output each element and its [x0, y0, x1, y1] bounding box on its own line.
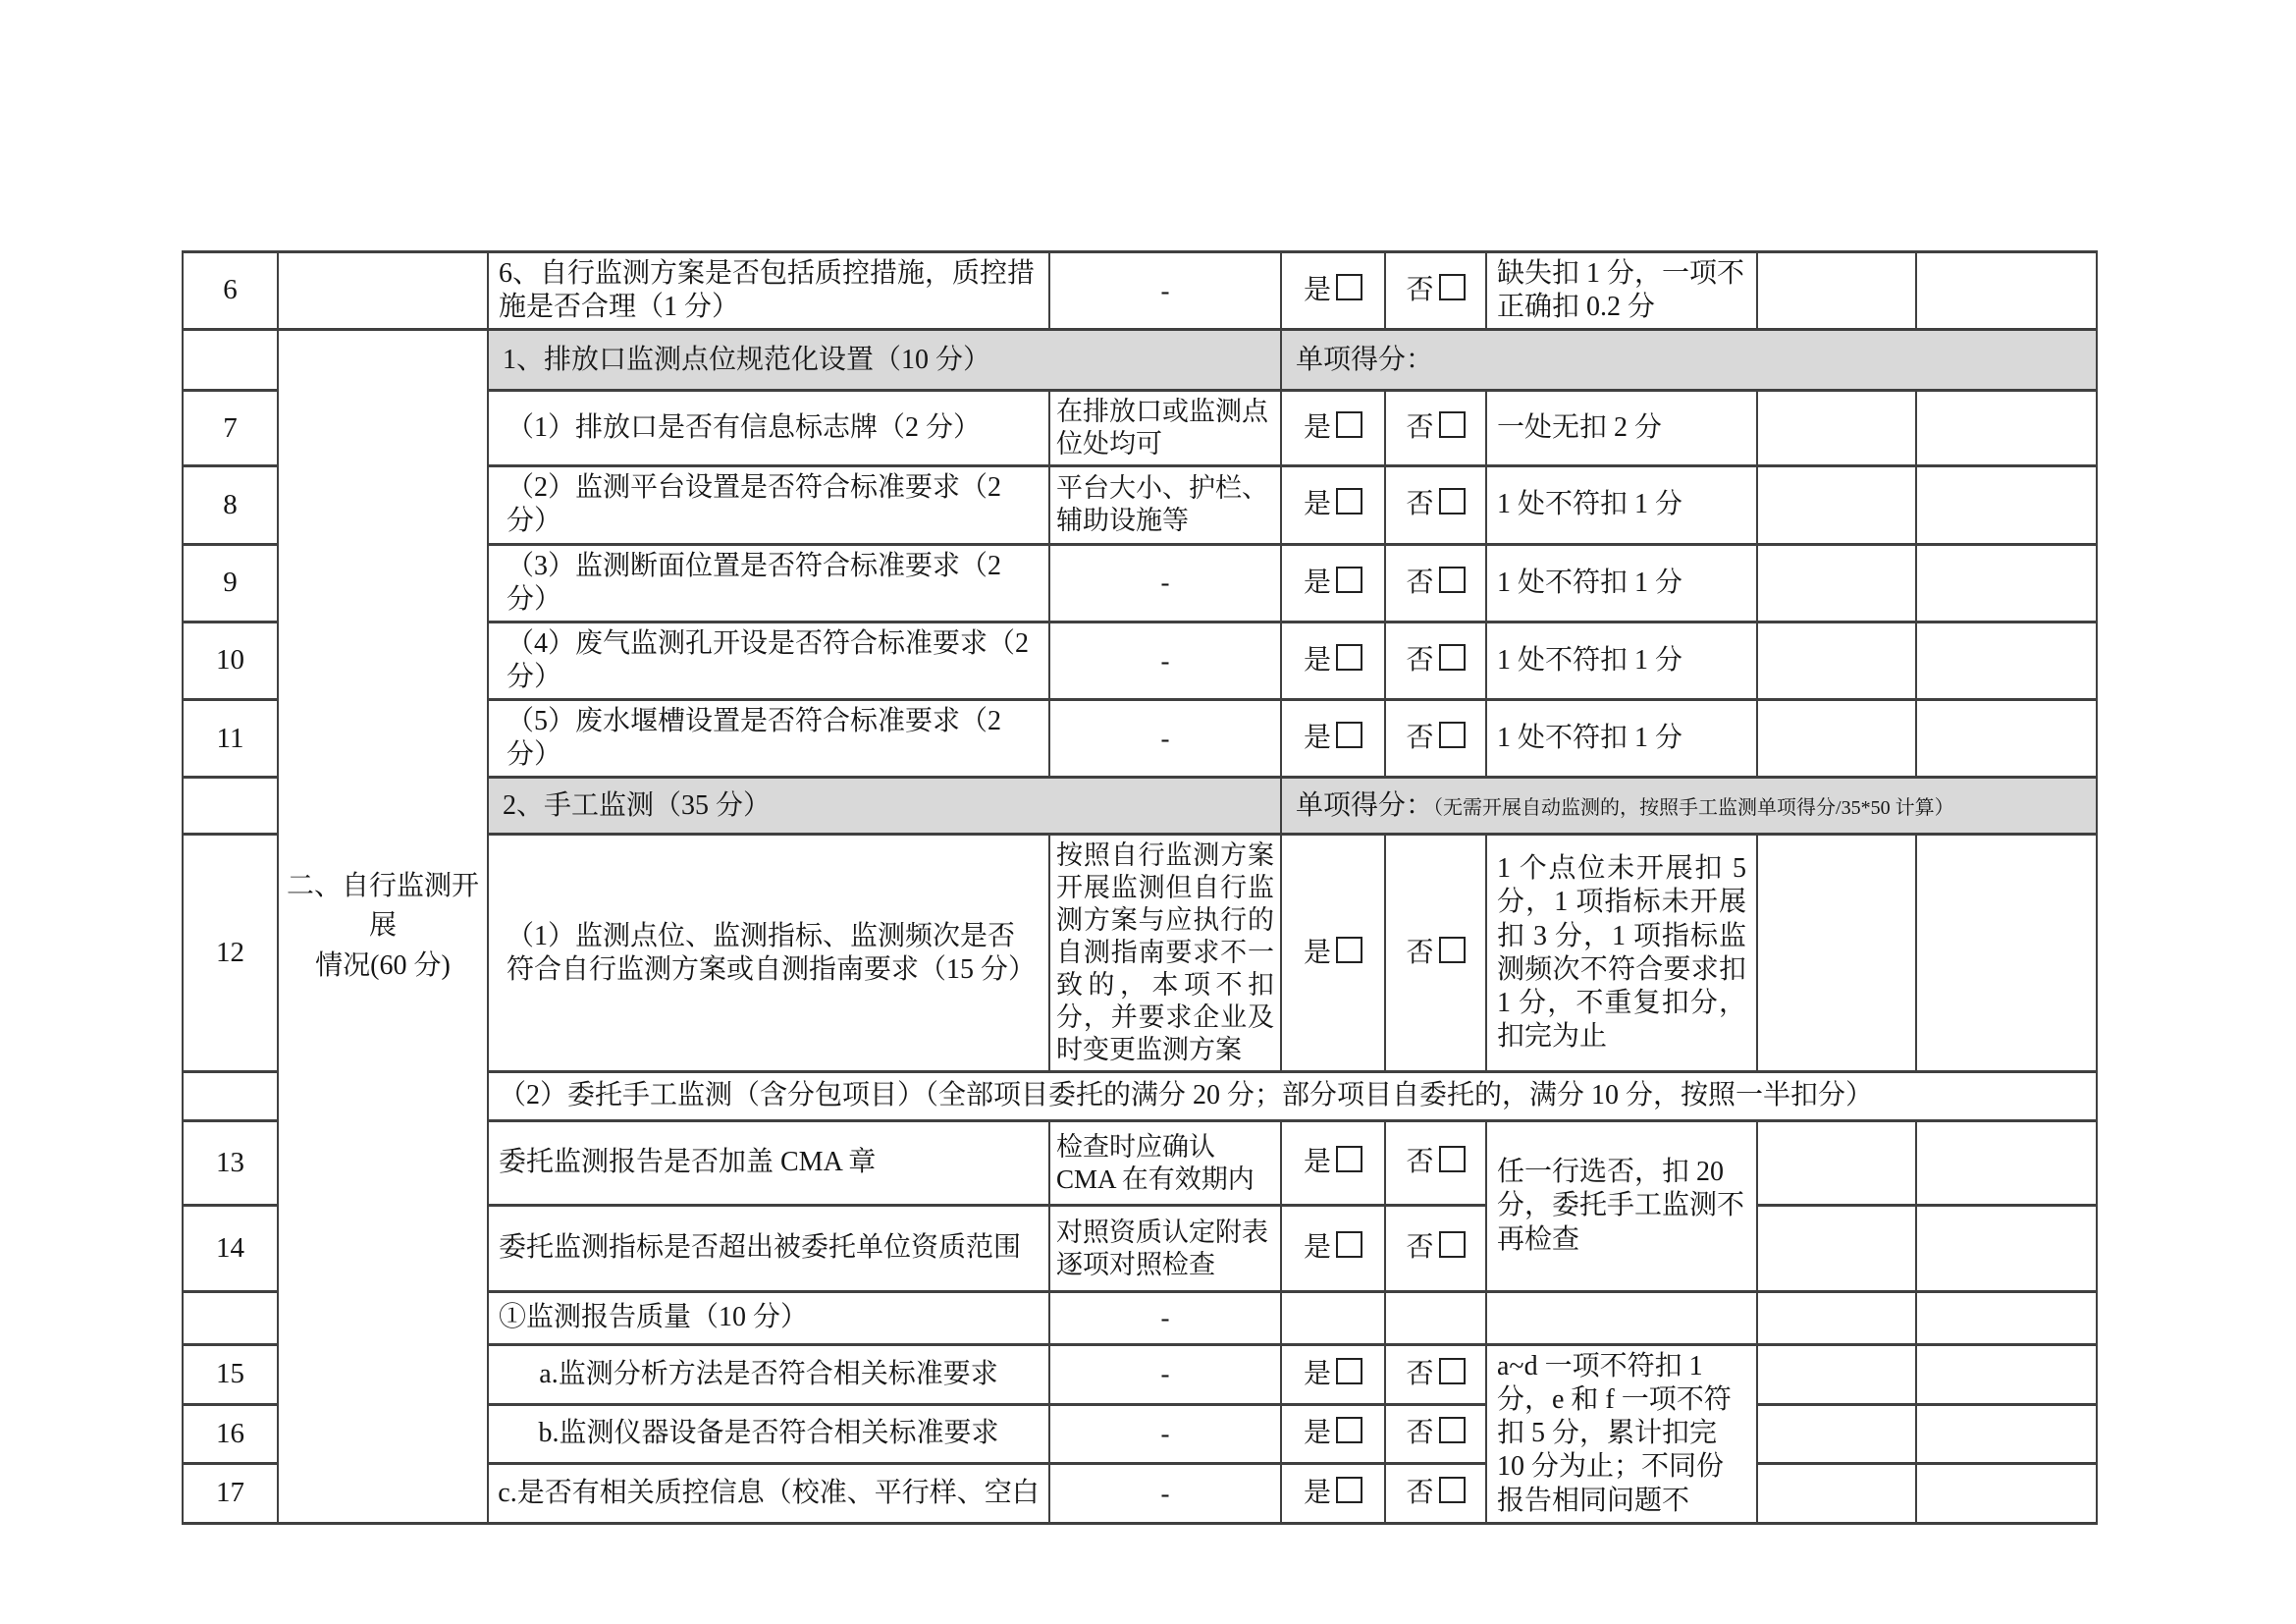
row-number — [183, 1072, 278, 1121]
checkbox-icon[interactable] — [1439, 488, 1466, 514]
no-option — [1385, 391, 1486, 466]
yes-option — [1281, 466, 1385, 544]
deduction-rule: 1 处不符扣 1 分 — [1486, 466, 1757, 544]
item-text: b.监测仪器设备是否符合相关标准要求 — [488, 1404, 1049, 1464]
note-text: - — [1049, 622, 1281, 699]
no-label: 否 — [1406, 723, 1434, 754]
checkbox-icon[interactable] — [1336, 567, 1362, 593]
yes-label: 是 — [1303, 1147, 1331, 1178]
checkbox-icon[interactable] — [1439, 722, 1466, 748]
row-number: 11 — [183, 700, 278, 778]
item-text: a.监测分析方法是否符合相关标准要求 — [488, 1345, 1049, 1405]
deduction-rule: 1 处不符扣 1 分 — [1486, 622, 1757, 699]
remark-cell — [1916, 700, 2097, 778]
no-option — [1385, 252, 1486, 330]
row-number: 15 — [183, 1345, 278, 1405]
no-option — [1385, 622, 1486, 699]
note-text: - — [1049, 1404, 1281, 1464]
checkbox-icon[interactable] — [1336, 1477, 1362, 1503]
no-option — [1385, 835, 1486, 1072]
assessment-table — [182, 250, 2098, 1525]
score-cell — [1757, 700, 1916, 778]
no-label: 否 — [1406, 489, 1434, 520]
score-cell — [1757, 1121, 1916, 1206]
row-number: 16 — [183, 1404, 278, 1464]
remark-cell — [1916, 544, 2097, 622]
score-cell — [1757, 466, 1916, 544]
remark-cell — [1916, 1404, 2097, 1464]
checkbox-icon[interactable] — [1439, 1231, 1466, 1258]
item-text: （1）排放口是否有信息标志牌（2 分） — [488, 391, 1049, 466]
checkbox-icon[interactable] — [1336, 1417, 1362, 1443]
checkbox-icon[interactable] — [1336, 1231, 1362, 1258]
remark-cell — [1916, 252, 2097, 330]
no-option — [1385, 1121, 1486, 1206]
score-label: 单项得分： — [1296, 789, 1434, 821]
category-cell-empty — [278, 252, 488, 330]
yes-label: 是 — [1303, 723, 1331, 754]
section-score-header — [1281, 778, 2097, 835]
yes-label: 是 — [1303, 1232, 1331, 1264]
category-line1: 二、自行监测开展 — [287, 870, 480, 942]
checkbox-icon[interactable] — [1336, 722, 1362, 748]
yes-label: 是 — [1303, 1477, 1331, 1508]
yes-option — [1281, 1404, 1385, 1464]
item-text: （4）废气监测孔开设是否符合标准要求（2 分） — [488, 622, 1049, 699]
note-text: - — [1049, 252, 1281, 330]
score-cell — [1757, 544, 1916, 622]
note-text: - — [1049, 1345, 1281, 1405]
score-cell — [1757, 1206, 1916, 1292]
yes-label: 是 — [1303, 275, 1331, 306]
no-label: 否 — [1406, 1358, 1434, 1389]
score-cell — [1757, 1464, 1916, 1524]
deduction-rule: 1 处不符扣 1 分 — [1486, 544, 1757, 622]
score-cell — [1757, 622, 1916, 699]
remark-cell — [1916, 622, 2097, 699]
checkbox-icon[interactable] — [1336, 274, 1362, 300]
checkbox-icon[interactable] — [1336, 1358, 1362, 1384]
section-row — [183, 330, 2097, 391]
deduction-rule: 一处无扣 2 分 — [1486, 391, 1757, 466]
yes-option — [1281, 391, 1385, 466]
row-number: 10 — [183, 622, 278, 699]
no-label: 否 — [1406, 1477, 1434, 1508]
yes-option — [1281, 1464, 1385, 1524]
section-score-header: 单项得分： — [1281, 330, 2097, 391]
checkbox-icon[interactable] — [1336, 488, 1362, 514]
deduction-rule: a~d 一项不符扣 1 分，e 和 f 一项不符扣 5 分，累计扣完 10 分为止；不同份报告相同问题不 — [1486, 1345, 1757, 1524]
note-text: - — [1049, 1292, 1281, 1345]
subsection-header: ①监测报告质量（10 分） — [488, 1292, 1049, 1345]
remark-cell — [1916, 835, 2097, 1072]
score-cell — [1757, 835, 1916, 1072]
section-header: 2、手工监测（35 分） — [488, 778, 1281, 835]
no-option — [1385, 700, 1486, 778]
no-label: 否 — [1406, 412, 1434, 444]
row-number — [183, 778, 278, 835]
no-option — [1385, 1404, 1486, 1464]
no-option — [1385, 1292, 1486, 1345]
yes-option — [1281, 1206, 1385, 1292]
no-label: 否 — [1406, 1147, 1434, 1178]
checkbox-icon[interactable] — [1439, 1146, 1466, 1172]
row-number — [183, 330, 278, 391]
yes-option — [1281, 1292, 1385, 1345]
score-cell — [1757, 1345, 1916, 1405]
yes-option — [1281, 544, 1385, 622]
no-option — [1385, 1206, 1486, 1292]
no-label: 否 — [1406, 1418, 1434, 1449]
no-option — [1385, 544, 1486, 622]
checkbox-icon[interactable] — [1336, 1146, 1362, 1172]
row-number: 7 — [183, 391, 278, 466]
yes-option — [1281, 1121, 1385, 1206]
row-number: 9 — [183, 544, 278, 622]
item-text: （3）监测断面位置是否符合标准要求（2 分） — [488, 544, 1049, 622]
section-header: 1、排放口监测点位规范化设置（10 分） — [488, 330, 1281, 391]
item-text: 6、自行监测方案是否包括质控措施，质控措施是否合理（1 分） — [488, 252, 1049, 330]
yes-option — [1281, 1345, 1385, 1405]
no-label: 否 — [1406, 644, 1434, 676]
deduction-rule: 1 处不符扣 1 分 — [1486, 700, 1757, 778]
remark-cell — [1916, 1464, 2097, 1524]
checkbox-icon[interactable] — [1439, 1358, 1466, 1384]
yes-label: 是 — [1303, 1418, 1331, 1449]
deduction-rule: 1 个点位未开展扣 5 分，1 项指标未开展扣 3 分，1 项指标监测频次不符合要求扣 1 分，不重复扣分，扣完为止 — [1486, 835, 1757, 1072]
row-number: 8 — [183, 466, 278, 544]
subsection-header: （2）委托手工监测（含分包项目）（全部项目委托的满分 20 分；部分项目自委托的，满分 10 分，按照一半扣分） — [488, 1072, 2097, 1121]
note-text: 在排放口或监测点位处均可 — [1049, 391, 1281, 466]
no-option — [1385, 1464, 1486, 1524]
checkbox-icon[interactable] — [1439, 937, 1466, 963]
yes-option — [1281, 835, 1385, 1072]
no-label: 否 — [1406, 937, 1434, 968]
yes-label: 是 — [1303, 412, 1331, 444]
remark-cell — [1916, 1345, 2097, 1405]
score-note: （无需开展自动监测的，按照手工监测单项得分/35*50 计算） — [1433, 796, 1954, 819]
checkbox-icon[interactable] — [1439, 1417, 1466, 1443]
no-label: 否 — [1406, 1232, 1434, 1264]
remark-cell — [1916, 1121, 2097, 1206]
yes-label: 是 — [1303, 937, 1331, 968]
remark-cell — [1916, 1206, 2097, 1292]
category-cell — [278, 330, 488, 1523]
score-cell — [1757, 1404, 1916, 1464]
score-cell — [1757, 391, 1916, 466]
checkbox-icon[interactable] — [1336, 644, 1362, 671]
item-text: （5）废水堰槽设置是否符合标准要求（2 分） — [488, 700, 1049, 778]
note-text: 按照自行监测方案开展监测但自行监测方案与应执行的自测指南要求不一致的，本项不扣分，并要求企业及时变更监测方案 — [1049, 835, 1281, 1072]
checkbox-icon[interactable] — [1439, 274, 1466, 300]
row-number: 17 — [183, 1464, 278, 1524]
checkbox-icon[interactable] — [1336, 411, 1362, 438]
score-cell — [1757, 252, 1916, 330]
yes-option — [1281, 252, 1385, 330]
row-number — [183, 1292, 278, 1345]
no-label: 否 — [1406, 275, 1434, 306]
remark-cell — [1916, 391, 2097, 466]
yes-option — [1281, 622, 1385, 699]
deduction-rule — [1486, 1292, 1757, 1345]
no-option — [1385, 1345, 1486, 1405]
note-text: - — [1049, 1464, 1281, 1524]
item-text: 委托监测指标是否超出被委托单位资质范围 — [488, 1206, 1049, 1292]
table-row — [183, 252, 2097, 330]
yes-label: 是 — [1303, 1358, 1331, 1389]
row-number: 14 — [183, 1206, 278, 1292]
yes-label: 是 — [1303, 644, 1331, 676]
item-text: 委托监测报告是否加盖 CMA 章 — [488, 1121, 1049, 1206]
row-number: 6 — [183, 252, 278, 330]
yes-label: 是 — [1303, 489, 1331, 520]
score-cell — [1757, 1292, 1916, 1345]
checkbox-icon[interactable] — [1439, 411, 1466, 438]
row-number: 12 — [183, 835, 278, 1072]
note-text: - — [1049, 700, 1281, 778]
deduction-rule: 任一行选否，扣 20 分，委托手工监测不再检查 — [1486, 1121, 1757, 1292]
note-text: 检查时应确认 CMA 在有效期内 — [1049, 1121, 1281, 1206]
note-text: 对照资质认定附表逐项对照检查 — [1049, 1206, 1281, 1292]
item-text: （1）监测点位、监测指标、监测频次是否符合自行监测方案或自测指南要求（15 分） — [488, 835, 1049, 1072]
deduction-rule: 缺失扣 1 分，一项不正确扣 0.2 分 — [1486, 252, 1757, 330]
category-line2: 情况(60 分) — [315, 949, 451, 981]
row-number: 13 — [183, 1121, 278, 1206]
yes-option — [1281, 700, 1385, 778]
note-text: - — [1049, 544, 1281, 622]
checkbox-icon[interactable] — [1439, 644, 1466, 671]
note-text: 平台大小、护栏、辅助设施等 — [1049, 466, 1281, 544]
no-option — [1385, 466, 1486, 544]
item-text: （2）监测平台设置是否符合标准要求（2 分） — [488, 466, 1049, 544]
item-text: c.是否有相关质控信息（校准、平行样、空白 — [488, 1464, 1049, 1524]
remark-cell — [1916, 1292, 2097, 1345]
yes-label: 是 — [1303, 567, 1331, 598]
no-label: 否 — [1406, 567, 1434, 598]
checkbox-icon[interactable] — [1439, 1477, 1466, 1503]
checkbox-icon[interactable] — [1439, 567, 1466, 593]
checkbox-icon[interactable] — [1336, 937, 1362, 963]
remark-cell — [1916, 466, 2097, 544]
